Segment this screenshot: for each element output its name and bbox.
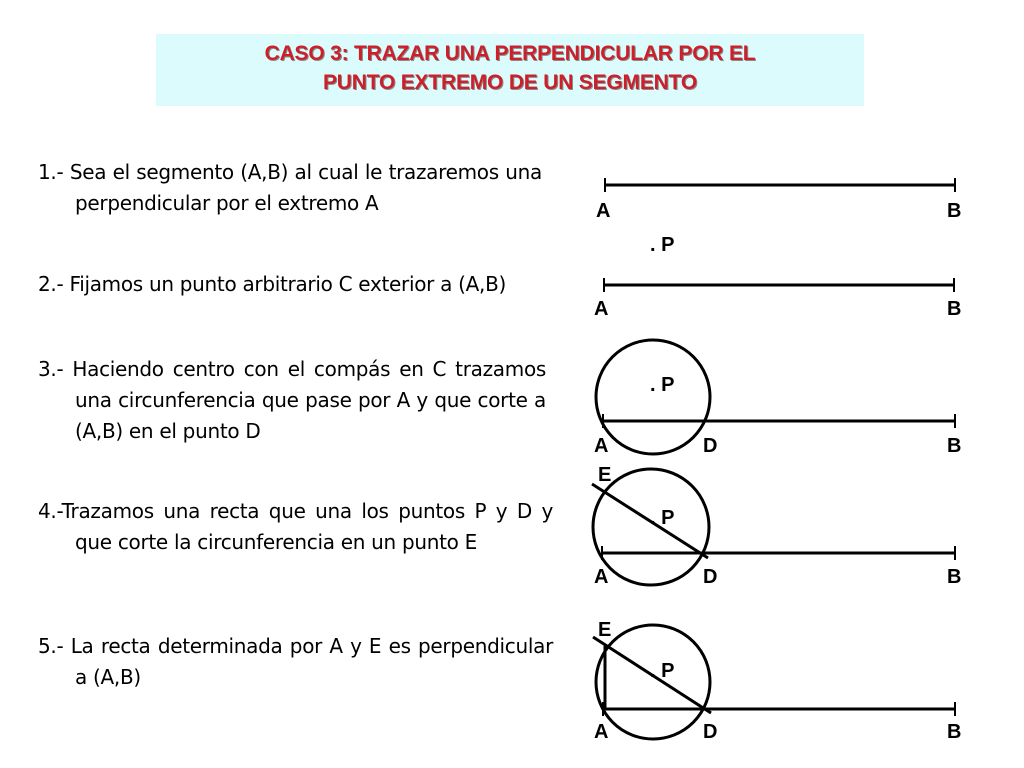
figure-2-point: [594, 234, 961, 320]
fig5-label-p: . P: [650, 660, 675, 682]
step-5-text: 5.- La recta determinada por A y E es perpendicular a (A,B): [38, 634, 553, 689]
title-line-1: CASO 3: TRAZAR UNA PERPENDICULAR POR EL: [264, 42, 756, 65]
fig3-label-a: A: [594, 435, 609, 457]
fig2-label-p: . P: [650, 234, 675, 256]
figure-4-secant: [592, 464, 961, 588]
step-1-text: 1.- Sea el segmento (A,B) al cual le trazaremos una perpendicular por el extremo A: [38, 160, 542, 215]
fig1-label-b: B: [947, 200, 962, 222]
step-2-text: 2.- Fijamos un punto arbitrario C exterior a (A,B): [38, 272, 507, 296]
figure-5-perpendicular: [593, 619, 961, 743]
fig3-label-b: B: [947, 435, 962, 457]
fig3-label-p: . P: [650, 374, 675, 396]
fig5-label-b: B: [947, 721, 962, 743]
fig4-label-d: D: [703, 566, 718, 588]
figure-1-segment: [596, 178, 961, 222]
fig5-label-e: E: [598, 619, 612, 641]
fig5-label-a: A: [594, 721, 609, 743]
fig2-label-b: B: [947, 298, 962, 320]
fig3-label-d: D: [703, 435, 718, 457]
figure-3-circle: [594, 340, 961, 457]
fig4-label-p: . P: [650, 507, 675, 529]
fig4-label-b: B: [947, 566, 962, 588]
title-line-2: PUNTO EXTREMO DE UN SEGMENTO: [323, 71, 697, 94]
step-4-text: 4.-Trazamos una recta que una los puntos P y D y que corte la circunferencia en un punto E: [38, 499, 553, 554]
fig5-label-d: D: [703, 721, 718, 743]
fig4-label-a: A: [594, 566, 609, 588]
fig2-label-a: A: [594, 298, 609, 320]
fig1-label-a: A: [596, 200, 611, 222]
step-3-text: 3.- Haciendo centro con el compás en C trazamos una circunferencia que pase por A y que corte a (A,B) en el punto D: [38, 357, 546, 443]
fig4-label-e: E: [598, 464, 612, 486]
